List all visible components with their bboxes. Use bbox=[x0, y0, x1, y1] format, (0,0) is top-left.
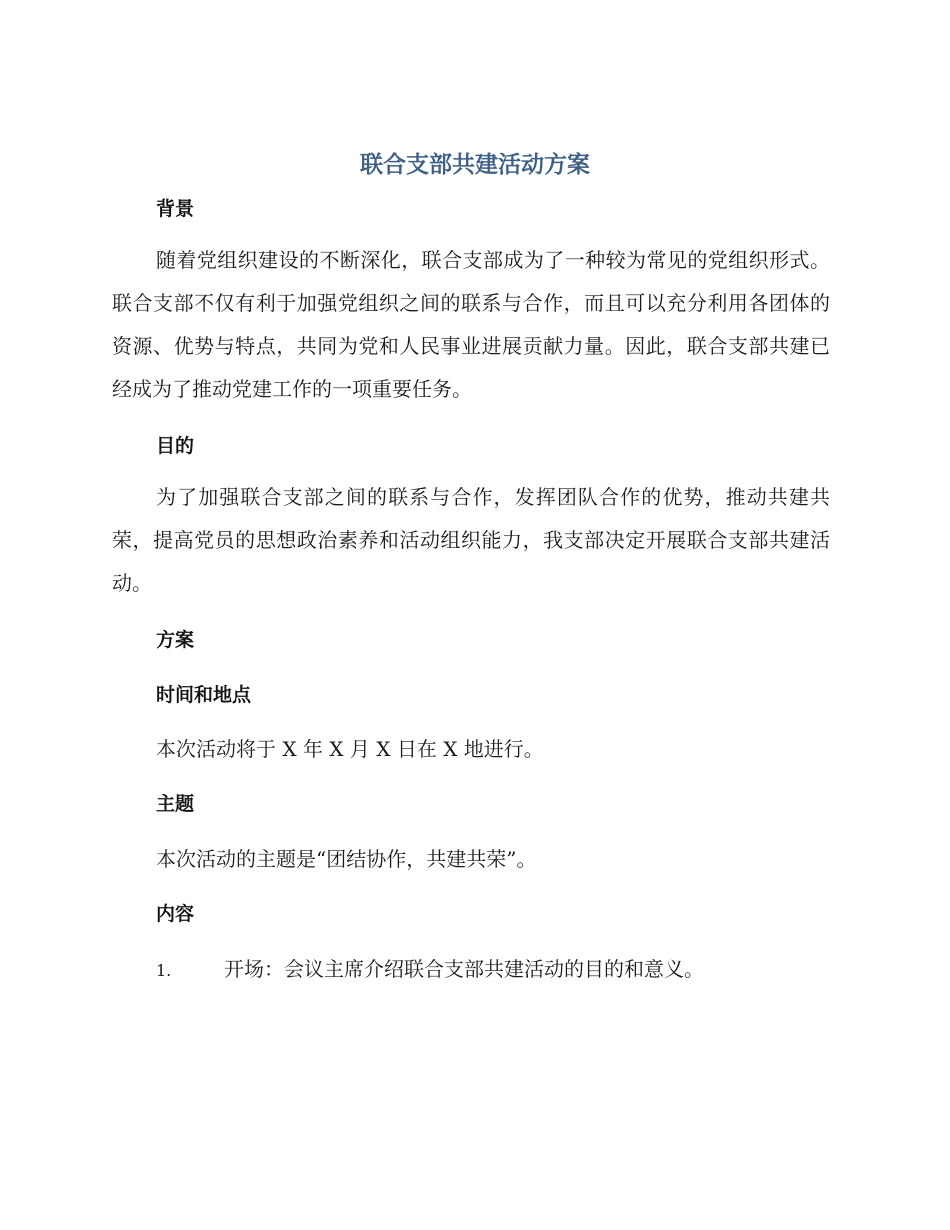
heading-theme: 主题 bbox=[156, 793, 195, 815]
heading-background: 背景 bbox=[156, 198, 195, 220]
heading-purpose: 目的 bbox=[156, 435, 195, 457]
list-item-number: 1. bbox=[156, 961, 172, 980]
paragraph-theme: 本次活动的主题是“团结协作，共建共荣”。 bbox=[156, 847, 537, 871]
paragraph-time-place: 本次活动将于 X 年 X 月 X 日在 X 地进行。 bbox=[156, 737, 544, 761]
paragraph-purpose: 为了加强联合支部之间的联系与合作，发挥团队合作的优势，推动共建共荣，提高党员的思想政治素养和活动组织能力，我支部决定开展联合支部共建活动。 bbox=[112, 485, 830, 595]
list-item bbox=[156, 953, 704, 982]
heading-plan: 方案 bbox=[156, 629, 195, 651]
document-title: 联合支部共建活动方案 bbox=[360, 152, 590, 178]
list-item-text: 开场：会议主席介绍联合支部共建活动的目的和意义。 bbox=[224, 957, 704, 981]
paragraph-background: 随着党组织建设的不断深化，联合支部成为了一种较为常见的党组织形式。联合支部不仅有利于加强党组织之间的联系与合作，而且可以充分利用各团体的资源、优势与特点，共同为党和人民事业进展贡献力量。因此，联合支部共建已经成为了推动党建工作的一项重要任务。 bbox=[112, 248, 830, 401]
heading-content: 内容 bbox=[156, 903, 195, 925]
heading-time-place: 时间和地点 bbox=[156, 684, 252, 706]
